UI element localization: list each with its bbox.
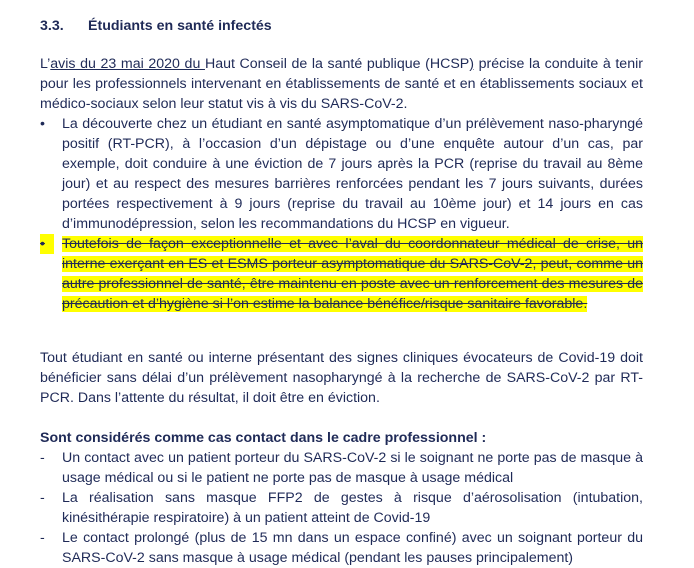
intro-paragraph bbox=[40, 54, 643, 114]
list-item bbox=[40, 488, 643, 528]
struck-text-b: de façon exceptionnelle bbox=[126, 236, 282, 252]
section-heading bbox=[40, 16, 272, 36]
contact-heading: Sont considérés comme cas contact dans le cadre professionnel : bbox=[40, 430, 487, 446]
avis-link[interactable]: avis du 23 mai 2020 du bbox=[50, 56, 205, 72]
dash-icon: - bbox=[40, 530, 45, 546]
bullet-list bbox=[40, 114, 643, 314]
bullet-icon: • bbox=[40, 234, 54, 254]
contact-text: Un contact avec un patient porteur du SARS-CoV-2 si le soignant ne porte pas de masque à usage médical ou si le patient ne porte pas de masque à usage médical bbox=[62, 450, 643, 486]
dash-icon: - bbox=[40, 450, 45, 466]
bullet-icon: • bbox=[40, 116, 45, 132]
intro-prefix: L’ bbox=[40, 56, 51, 72]
paragraph-symptoms: Tout étudiant en santé ou interne présentant des signes cliniques évocateurs de Covid-19 doit bénéficier sans délai d’un prélèvement nasopharyngé à la recherche de SARS-CoV-2 par RT-PCR. Dans l’attente du résultat, il doit être en éviction. bbox=[40, 350, 643, 406]
contact-text: Le contact prolongé (plus de 15 mn dans un espace confiné) avec un soignant porteur du SARS-CoV-2 sans masque à usage médical (pendant les pauses principalement) bbox=[62, 530, 643, 566]
struck-text-a: Toutefois bbox=[62, 236, 127, 252]
list-item-struck bbox=[40, 234, 643, 314]
contact-list bbox=[40, 448, 643, 568]
dash-icon: - bbox=[40, 490, 45, 506]
list-item bbox=[40, 448, 643, 488]
contact-text: La réalisation sans masque FFP2 de gestes à risque d’aérosolisation (intubation, kinésithérapie respiratoire) à un patient atteint de Covid-19 bbox=[62, 490, 643, 526]
struck-text-c: et avec l’aval du coordonnateur médical de crise, un interne exerçant en ES et ESMS porteur asymptomatique du SARS-CoV-2, peut, comme un autre professionnel de santé, être maintenu en poste avec un renforcement des mesures de précaution et d’hygiène si l’on estime la balance bénéfice/risque sanitaire favorable. bbox=[62, 236, 643, 312]
intro-rest: précise la conduite à tenir pour les professionnels intervenant en établissements de santé et en établissements sociaux et médico-sociaux selon leur statut vis à vis du SARS-CoV-2. bbox=[40, 56, 643, 112]
bullet-text: La découverte chez un étudiant en santé asymptomatique d’un prélèvement naso-pharyngé positif (RT-PCR), à l’occasion d’un dépistage ou d’une enquête autour d’un cas, par exemple, doit conduire à une éviction de 7 jours après la PCR (reprise du travail au 8ème jour) et au respect des mesures barrières renforcées pendant les 7 jours suivants, durées portées respectivement à 9 jours (reprise du travail au 10ème jour) et 14 jours en cas d’immunodépression, selon les recommandations du HCSP en vigueur. bbox=[62, 116, 643, 232]
list-item bbox=[40, 528, 643, 568]
intro-paren: ) bbox=[469, 56, 474, 72]
intro-middle: Haut Conseil de la santé publique (HCSP bbox=[204, 56, 470, 72]
section-number: 3.3. bbox=[40, 18, 64, 34]
list-item bbox=[40, 114, 643, 234]
section-title: Étudiants en santé infectés bbox=[88, 18, 272, 34]
